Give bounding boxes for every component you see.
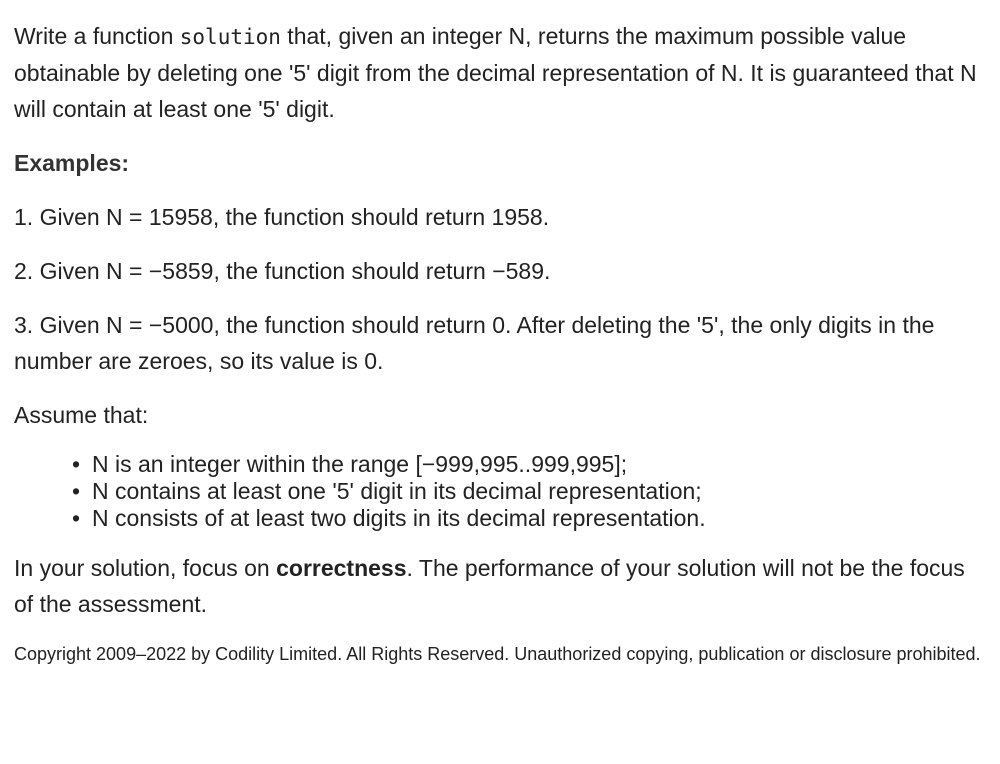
assumption-item xyxy=(72,451,986,478)
focus-keyword: correctness xyxy=(276,555,407,581)
focus-text-end: . The performance of your solution will not be the focus of the assessment. xyxy=(14,555,965,617)
intro-text-start: Write a function xyxy=(14,23,180,49)
assumption-text: N consists of at least two digits in its decimal representation. xyxy=(92,505,706,531)
focus-note xyxy=(14,550,986,622)
intro-text-end: that, given an integer N, returns the maximum possible value obtainable by deleting one '5' digit from the decimal representation of N. It is guaranteed that N will contain at least one '5' digit. xyxy=(14,23,977,122)
bullet-icon: • xyxy=(72,451,81,477)
examples-heading: Examples: xyxy=(14,150,130,176)
task-intro xyxy=(14,18,986,127)
assumption-text: N contains at least one '5' digit in its decimal representation; xyxy=(92,478,702,504)
assumption-item xyxy=(72,505,986,532)
focus-text-start: In your solution, focus on xyxy=(14,555,277,581)
example-2: 2. Given N = −5859, the function should return −589. xyxy=(14,258,551,284)
assumption-item xyxy=(72,478,986,505)
function-name-code: solution xyxy=(179,25,281,49)
bullet-icon: • xyxy=(72,505,81,531)
example-1: 1. Given N = 15958, the function should return 1958. xyxy=(14,204,550,230)
assumptions-list xyxy=(14,451,986,532)
copyright-notice: Copyright 2009–2022 by Codility Limited. All Rights Reserved. Unauthorized copying, publication or disclosure prohibited. xyxy=(14,644,981,664)
assumptions-heading: Assume that: xyxy=(14,402,149,428)
assumption-text: N is an integer within the range [−999,995..999,995]; xyxy=(92,451,628,477)
bullet-icon: • xyxy=(72,478,81,504)
example-3: 3. Given N = −5000, the function should return 0. After deleting the '5', the only digits in the number are zeroes, so its value is 0. xyxy=(14,312,935,374)
